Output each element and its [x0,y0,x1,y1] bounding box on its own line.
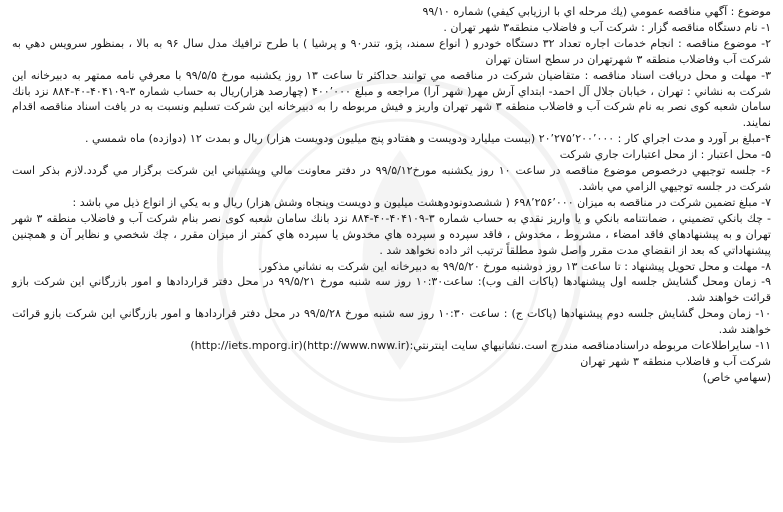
notice-subject: موضوع : آگهي مناقصه عمومي (يك مرحله اي با ارزيابي كيفي) شماره ۹۹/۱۰ [422,5,771,18]
item-4: ۴-مبلغ بر آورد و مدت اجراي كار : ۲۰٬۲۷۵٬۲۰۰٬۰۰۰ (بيست ميليارد ودويست و هفتادو پنج ميليون ودويست هزار) ريال و بمدت ۱۲ (دوازده) ماه شمسي . [85,132,771,146]
item-9: ۹- زمان ومحل گشايش جلسه اول پيشنهادها (پاكات الف وب): ساعت۱۰:۳۰ روز سه شنبه مورخ ۹۹/۵/۲۱ در محل دفتر قراردادها و امور بازرگاني اين شركت بازو قرائت خواهند شد. [12,275,771,305]
website-links[interactable]: http://iets.mporg.ir)(http://www.nww.ir [194,339,406,353]
issuer-name: شركت آب و فاضلاب منطقه ۳ شهر تهران [580,354,771,368]
item-5: ۵- محل اعتبار : از محل اعتبارات جاري شركت [559,148,771,162]
item-11-close: ) [190,339,195,353]
item-6: ۶- جلسه توجيهي درخصوص موضوع مناقصه در ساعت ۱۰ روز يكشنبه مورخ۹۹/۵/۱۲ در دفتر معاونت مالي وپشتيباني اين شركت برگزار مي گردد.لازم بذكر است شركت در جلسه توجيهي الزامي مي باشد. [12,164,771,193]
item-7: ۷- مبلغ تضمين شركت در مناقصه به ميزان ۶۹۸٬۲۵۶٬۰۰۰ ( ششصدونودوهشت ميليون و دويست وپنجاه وشش هزار) ريال و به يكي از انواع ذيل مي باشد : [72,195,771,209]
issuer-type: (سهامي خاص) [702,370,771,384]
tender-notice [12,4,771,386]
item-10: ۱۰- زمان ومحل گشايش جلسه دوم پيشنهادها (پاكات ج) : ساعت ۱۰:۳۰ روز سه شنبه مورخ ۹۹/۵/۲۸ در محل دفتر قراردادها و امور بازرگاني اين شركت بازو قرائت خواهند شد. [12,307,771,337]
item-2: ۲- موضوع مناقصه : انجام خدمات اجاره تعداد ۳۲ دستگاه خودرو ( انواع سمند، پژو، تندر۹۰ و پرشيا ) با طرح ترافيك مدل سال ۹۶ به بالا ، بمنظور سرويس دهي به شركت آب وفاضلاب منطقه ۳ شهرتهران در سطح استان تهران [12,36,772,66]
item-7-options: - چك بانكي تضميني ، ضمانتنامه بانكي و يا واريز نقدي به حساب شماره ۳-۴۰۴۱۰۹-۴۰-۸۸۴ نزد بانك سامان شعبه كوى نصر بنام شركت آب و فاضلاب منطقه ۳ شهر تهران و به پيشنهادهاي فاقد امضاء ، مشروط ، مخدوش ، فاقد سپرده و سپرده هاي مخدوش يا سپرده هاي كمتر از ميزان مقرر ، چك شخصي و نظاير آن و همچنين پيشنهاداتي كه بعد از انقضاي مدت مقرر واصل شود مطلقاً ترتيب اثر داده نخواهد شد . [12,211,772,257]
item-1: ۱- نام دستگاه مناقصه گزار : شركت آب و فاضلاب منطقه۳ شهر تهران . [443,20,771,34]
item-8: ۸- مهلت و محل تحويل پيشنهاد : تا ساعت ۱۳ روز دوشنبه مورخ ۹۹/۵/۲۰ به دبيرخانه اين شركت به نشاني مذكور. [258,259,771,273]
item-11-text: ۱۱- سايراطلاعات مربوطه دراسنادمناقصه مندرج است.نشانيهاي سايت اينترنتي:( [405,339,771,353]
item-3: ۳- مهلت و محل دريافت اسناد مناقصه : متقاضيان شركت در مناقصه مي توانند حداكثر تا ساعت ۱۳ روز يكشنبه مورخ ۹۹/۵/۵ با معرفي نامه ممتهر به دبيرخانه اين شركت به نشاني : تهران ، خيابان جلال آل احمد- ابتداي آرش مهر( شهر آرا) مراجعه و مبلغ ۴۰۰٬۰۰۰ (چهارصد هزار)ريال به حساب شماره ۳-۴۰۴۱۰۹-۴۰-۸۸۴ نزد بانك سامان شعبه كوى نصر به نام شركت آب و فاضلاب منطقه ۳ شهر تهران واريز و فيش مربوطه را به دبيرخانه اين شركت تسليم ونسبت به در يافت اسناد مناقصه اقدام نمايند. [12,68,771,130]
item-11 [12,338,771,354]
